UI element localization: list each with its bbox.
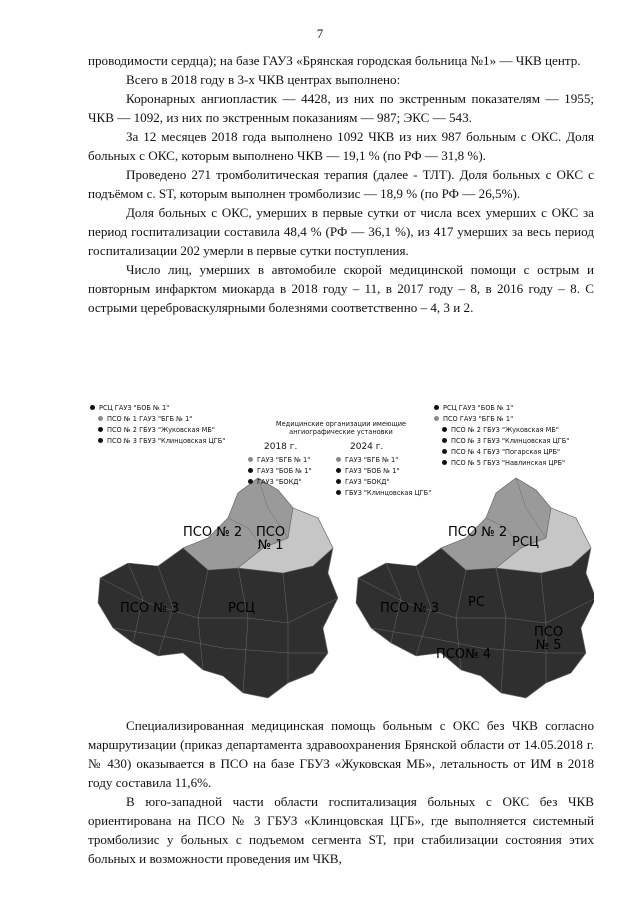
map2-label-pso5: ПСО № 5	[534, 625, 564, 653]
list-item: ГАУЗ "БОБ № 1"	[248, 465, 311, 476]
legend-item: ПСО № 2 ГБУЗ "Жуковская МБ"	[442, 424, 569, 435]
year-2018: 2018 г.	[264, 442, 298, 452]
page-number: 7	[316, 26, 324, 41]
paragraph-5: Проведено 271 тромболитическая терапия (далее - ТЛТ). Доля больных с ОКС с подъёмом с. ST, которым выполнен тромболизис — 18,9 % (по РФ — 26,5%).	[88, 167, 594, 201]
paragraph-9: В юго-западной части области госпитализация больных с ОКС без ЧКВ ориентирована на ПСО № 3 ГБУЗ «Клинцовская ЦГБ», где выполняется системный тромболизис у больных с подъемом сегмента ST, при стабилизации состояния этих больных и возможности проведения им ЧКВ,	[88, 794, 594, 866]
map1-label-pso1: ПСО № 1	[256, 525, 286, 553]
map2-label-pso3: ПСО № 3	[380, 601, 440, 616]
body-text-bottom	[88, 716, 594, 868]
legend-item: РСЦ ГАУЗ "БОБ № 1"	[434, 402, 569, 413]
marker-dot-icon	[248, 468, 253, 473]
list-item: ГАУЗ "БГБ № 1"	[248, 454, 311, 465]
paragraph-6: Доля больных с ОКС, умерших в первые сутки от числа всех умерших с ОКС за период госпитализации составила 48,4 % (РФ — 36,1 %), из 417 умерших за весь период госпитализации 202 умерли в первые сутки поступления.	[88, 205, 594, 258]
map1-label-rsc: РСЦ	[228, 601, 256, 616]
marker-dot-icon	[98, 427, 103, 432]
map2-label-rsc-2: РС	[468, 595, 485, 610]
marker-dot-icon	[336, 457, 341, 462]
legend-item: РСЦ ГАУЗ "БОБ № 1"	[90, 402, 225, 413]
legend-item: ПСО ГАУЗ "БГБ № 1"	[434, 413, 569, 424]
marker-dot-icon	[248, 457, 253, 462]
marker-dot-icon	[434, 405, 439, 410]
legend-item: ПСО № 1 ГАУЗ "БГБ № 1"	[98, 413, 225, 424]
legend-2018	[90, 402, 225, 446]
list-item: ГАУЗ "БОКД"	[336, 476, 431, 487]
legend-item: ПСО № 4 ГБУЗ "Погарская ЦРБ"	[442, 446, 569, 457]
legend-item: ПСО № 3 ГБУЗ "Клинцовская ЦГБ"	[442, 435, 569, 446]
paragraph-8: Специализированная медицинская помощь больным с ОКС без ЧКВ согласно маршрутизации (приказ департамента здравоохранения Брянской области от 14.05.2018 г. № 430) оказывается в ПСО на базе ГБУЗ «Жуковская МБ», летальность от ИМ в 2018 году составила 11,6%.	[88, 718, 594, 790]
legend-item: ПСО № 2 ГБУЗ "Жуковская МБ"	[98, 424, 225, 435]
marker-dot-icon	[442, 449, 447, 454]
center-title: Медицинские организации имеющие ангиографические установки	[275, 420, 407, 436]
paragraph-7: Число лиц, умерших в автомобиле скорой медицинской помощи с острым и повторным инфарктом миокарда в 2018 году – 11, в 2017 году – 8, в 2016 году – 8. С острыми цереброваскулярными болезнями соответственно – 4, 3 и 2.	[88, 262, 594, 315]
marker-dot-icon	[248, 479, 253, 484]
marker-dot-icon	[442, 427, 447, 432]
list-item: ГАУЗ "БГБ № 1"	[336, 454, 431, 465]
marker-dot-icon	[336, 468, 341, 473]
marker-dot-icon	[336, 490, 341, 495]
list-2024	[336, 454, 431, 498]
map2-label-pso4: ПСО№ 4	[436, 647, 492, 662]
map2-label-pso2: ПСО № 2	[448, 525, 508, 540]
map-2018	[98, 478, 338, 698]
map1-label-pso3: ПСО № 3	[120, 601, 180, 616]
map-2024	[356, 478, 594, 698]
marker-dot-icon	[90, 405, 95, 410]
list-2018	[248, 454, 311, 487]
marker-dot-icon	[98, 438, 103, 443]
maps-figure	[88, 398, 594, 713]
marker-dot-icon	[98, 416, 103, 421]
legend-item: ПСО № 5 ГБУЗ "Навлинская ЦРБ"	[442, 457, 569, 468]
legend-2024	[434, 402, 569, 468]
year-2024: 2024 г.	[350, 442, 384, 452]
legend-item: ПСО № 3 ГБУЗ "Клинцовская ЦГБ"	[98, 435, 225, 446]
marker-dot-icon	[442, 438, 447, 443]
list-item: ГАУЗ "БОКД"	[248, 476, 311, 487]
paragraph-1: проводимости сердца); на базе ГАУЗ «Брянская городская больница №1» — ЧКВ центр.	[88, 53, 581, 68]
marker-dot-icon	[336, 479, 341, 484]
marker-dot-icon	[442, 460, 447, 465]
list-item: ГАУЗ "БОБ № 1"	[336, 465, 431, 476]
list-item: ГБУЗ "Клинцовская ЦГБ"	[336, 487, 431, 498]
body-text-top	[88, 51, 594, 317]
paragraph-3: Коронарных ангиопластик — 4428, из них по экстренным показателям — 1955; ЧКВ — 1092, из них по экстренным показаниям — 987; ЭКС — 543.	[88, 91, 594, 125]
paragraph-2: Всего в 2018 году в 3-х ЧКВ центрах выполнено:	[126, 72, 401, 87]
marker-dot-icon	[434, 416, 439, 421]
paragraph-4: За 12 месяцев 2018 года выполнено 1092 ЧКВ из них 987 больным с ОКС. Доля больных с ОКС, которым выполнено ЧКВ — 19,1 % (по РФ — 31,8 %).	[88, 129, 594, 163]
map1-label-pso2: ПСО № 2	[183, 525, 243, 540]
map2-label-rsc: РСЦ	[512, 535, 540, 550]
